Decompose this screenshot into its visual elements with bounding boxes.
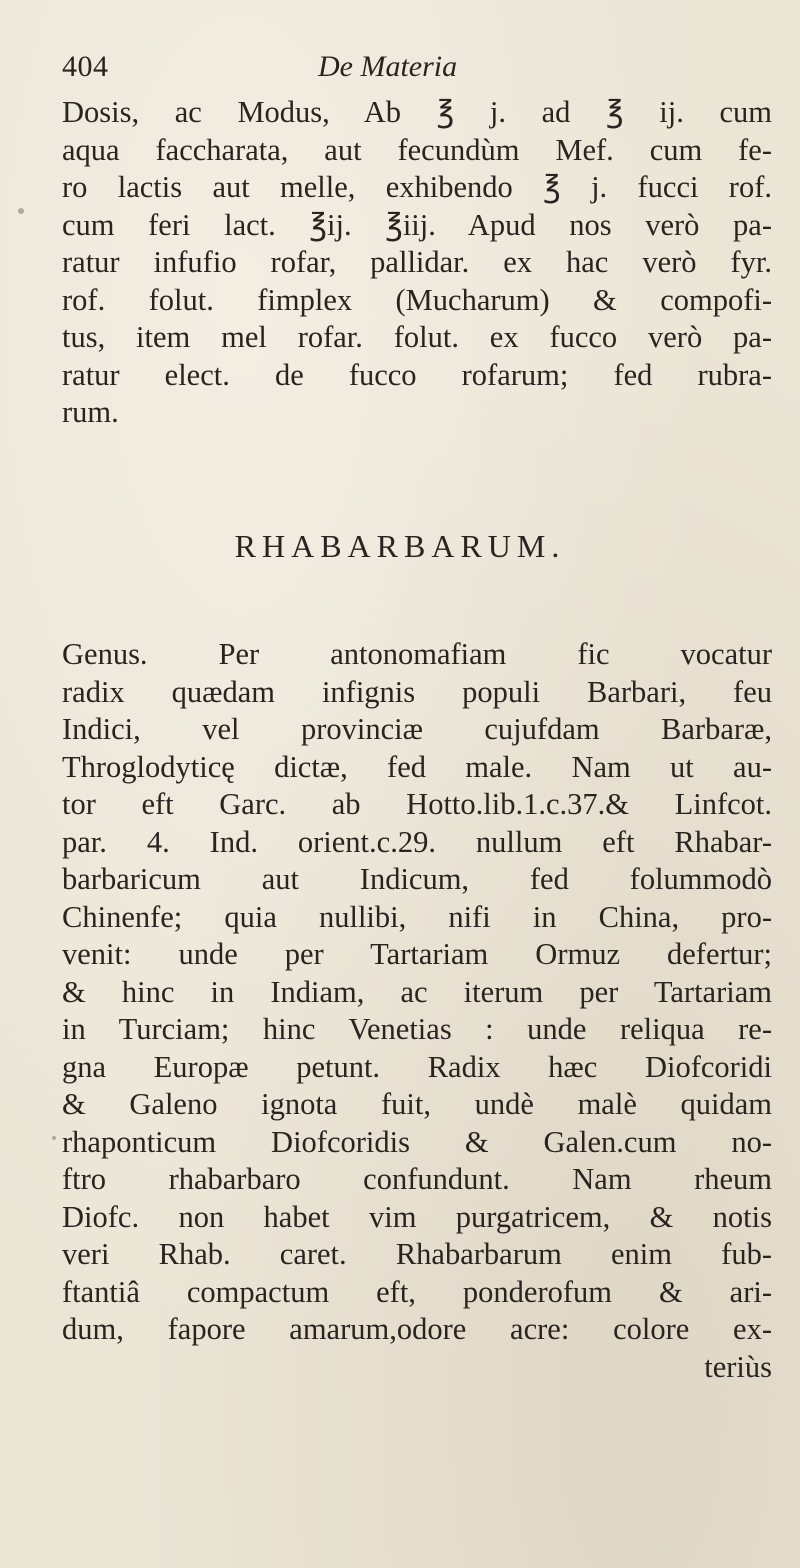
text-line: & Galeno ignota fuit, undè malè quidam	[62, 1087, 772, 1121]
text-line: & hinc in Indiam, ac iterum per Tartariam	[62, 974, 772, 1009]
text-line: ratur elect. de fucco rofarum; fed rubra-	[62, 357, 772, 392]
text-line: rof. folut. fimplex (Mucharum) & compofi-	[62, 282, 772, 317]
page-number: 404	[62, 50, 109, 83]
text-line: ro lactis aut melle, exhibendo ℥ j. fucci rof.	[62, 170, 772, 204]
text-line: Chinenfe; quia nullibi, nifi in China, pro-	[62, 899, 772, 934]
text-line: tor eft Garc. ab Hotto.lib.1.c.37.& Linfcot.	[62, 787, 772, 821]
text-line: venit: unde per Tartariam Ormuz defertur;	[62, 937, 772, 971]
text-line: ratur infufio rofar, pallidar. ex hac verò fyr.	[62, 245, 772, 279]
catchword: teriùs	[704, 1349, 772, 1384]
page-header	[62, 44, 682, 94]
text-line: ftantiâ compactum eft, ponderofum & ari-	[62, 1274, 772, 1309]
text-line: veri Rhab. caret. Rhabarbarum enim fub-	[62, 1237, 772, 1271]
running-head: De Materia	[318, 50, 458, 83]
text-line: rum.	[62, 395, 119, 429]
text-line: in Turciam; hinc Venetias : unde reliqua re-	[62, 1012, 772, 1046]
ink-speck	[52, 1136, 56, 1140]
text-line: Dosis, ac Modus, Ab ℥ j. ad ℥ ij. cum	[62, 95, 772, 129]
text-line: tus, item mel rofar. folut. ex fucco verò pa-	[62, 320, 772, 354]
text-line: Diofc. non habet vim purgatricem, & notis	[62, 1199, 772, 1234]
text-line: dum, fapore amarum,odore acre: colore ex-	[62, 1312, 772, 1346]
section-title: RHABARBARUM.	[234, 528, 566, 564]
text-line: radix quædam infignis populi Barbari, feu	[62, 674, 772, 709]
text-line: Genus. Per antonomafiam fic vocatur	[62, 637, 772, 671]
text-line: cum feri lact. ℥ij. ℥iij. Apud nos verò pa-	[62, 207, 772, 242]
paragraph-genus	[62, 636, 772, 1386]
text-line: rhaponticum Diofcoridis & Galen.cum no-	[62, 1124, 772, 1159]
text-line: Indici, vel provinciæ cujufdam Barbaræ,	[62, 712, 772, 746]
text-line: par. 4. Ind. orient.c.29. nullum eft Rhabar-	[62, 824, 772, 859]
ink-speck	[18, 208, 24, 214]
text-line: ftro rhabarbaro confundunt. Nam rheum	[62, 1162, 772, 1196]
text-line: Throglodyticę dictæ, fed male. Nam ut au-	[62, 749, 772, 784]
text-line: gna Europæ petunt. Radix hæc Diofcoridi	[62, 1049, 772, 1084]
text-line: aqua faccharata, aut fecundùm Mef. cum fe-	[62, 132, 772, 167]
text-line: barbaricum aut Indicum, fed folummodò	[62, 862, 772, 896]
paragraph-dosis	[62, 94, 772, 432]
